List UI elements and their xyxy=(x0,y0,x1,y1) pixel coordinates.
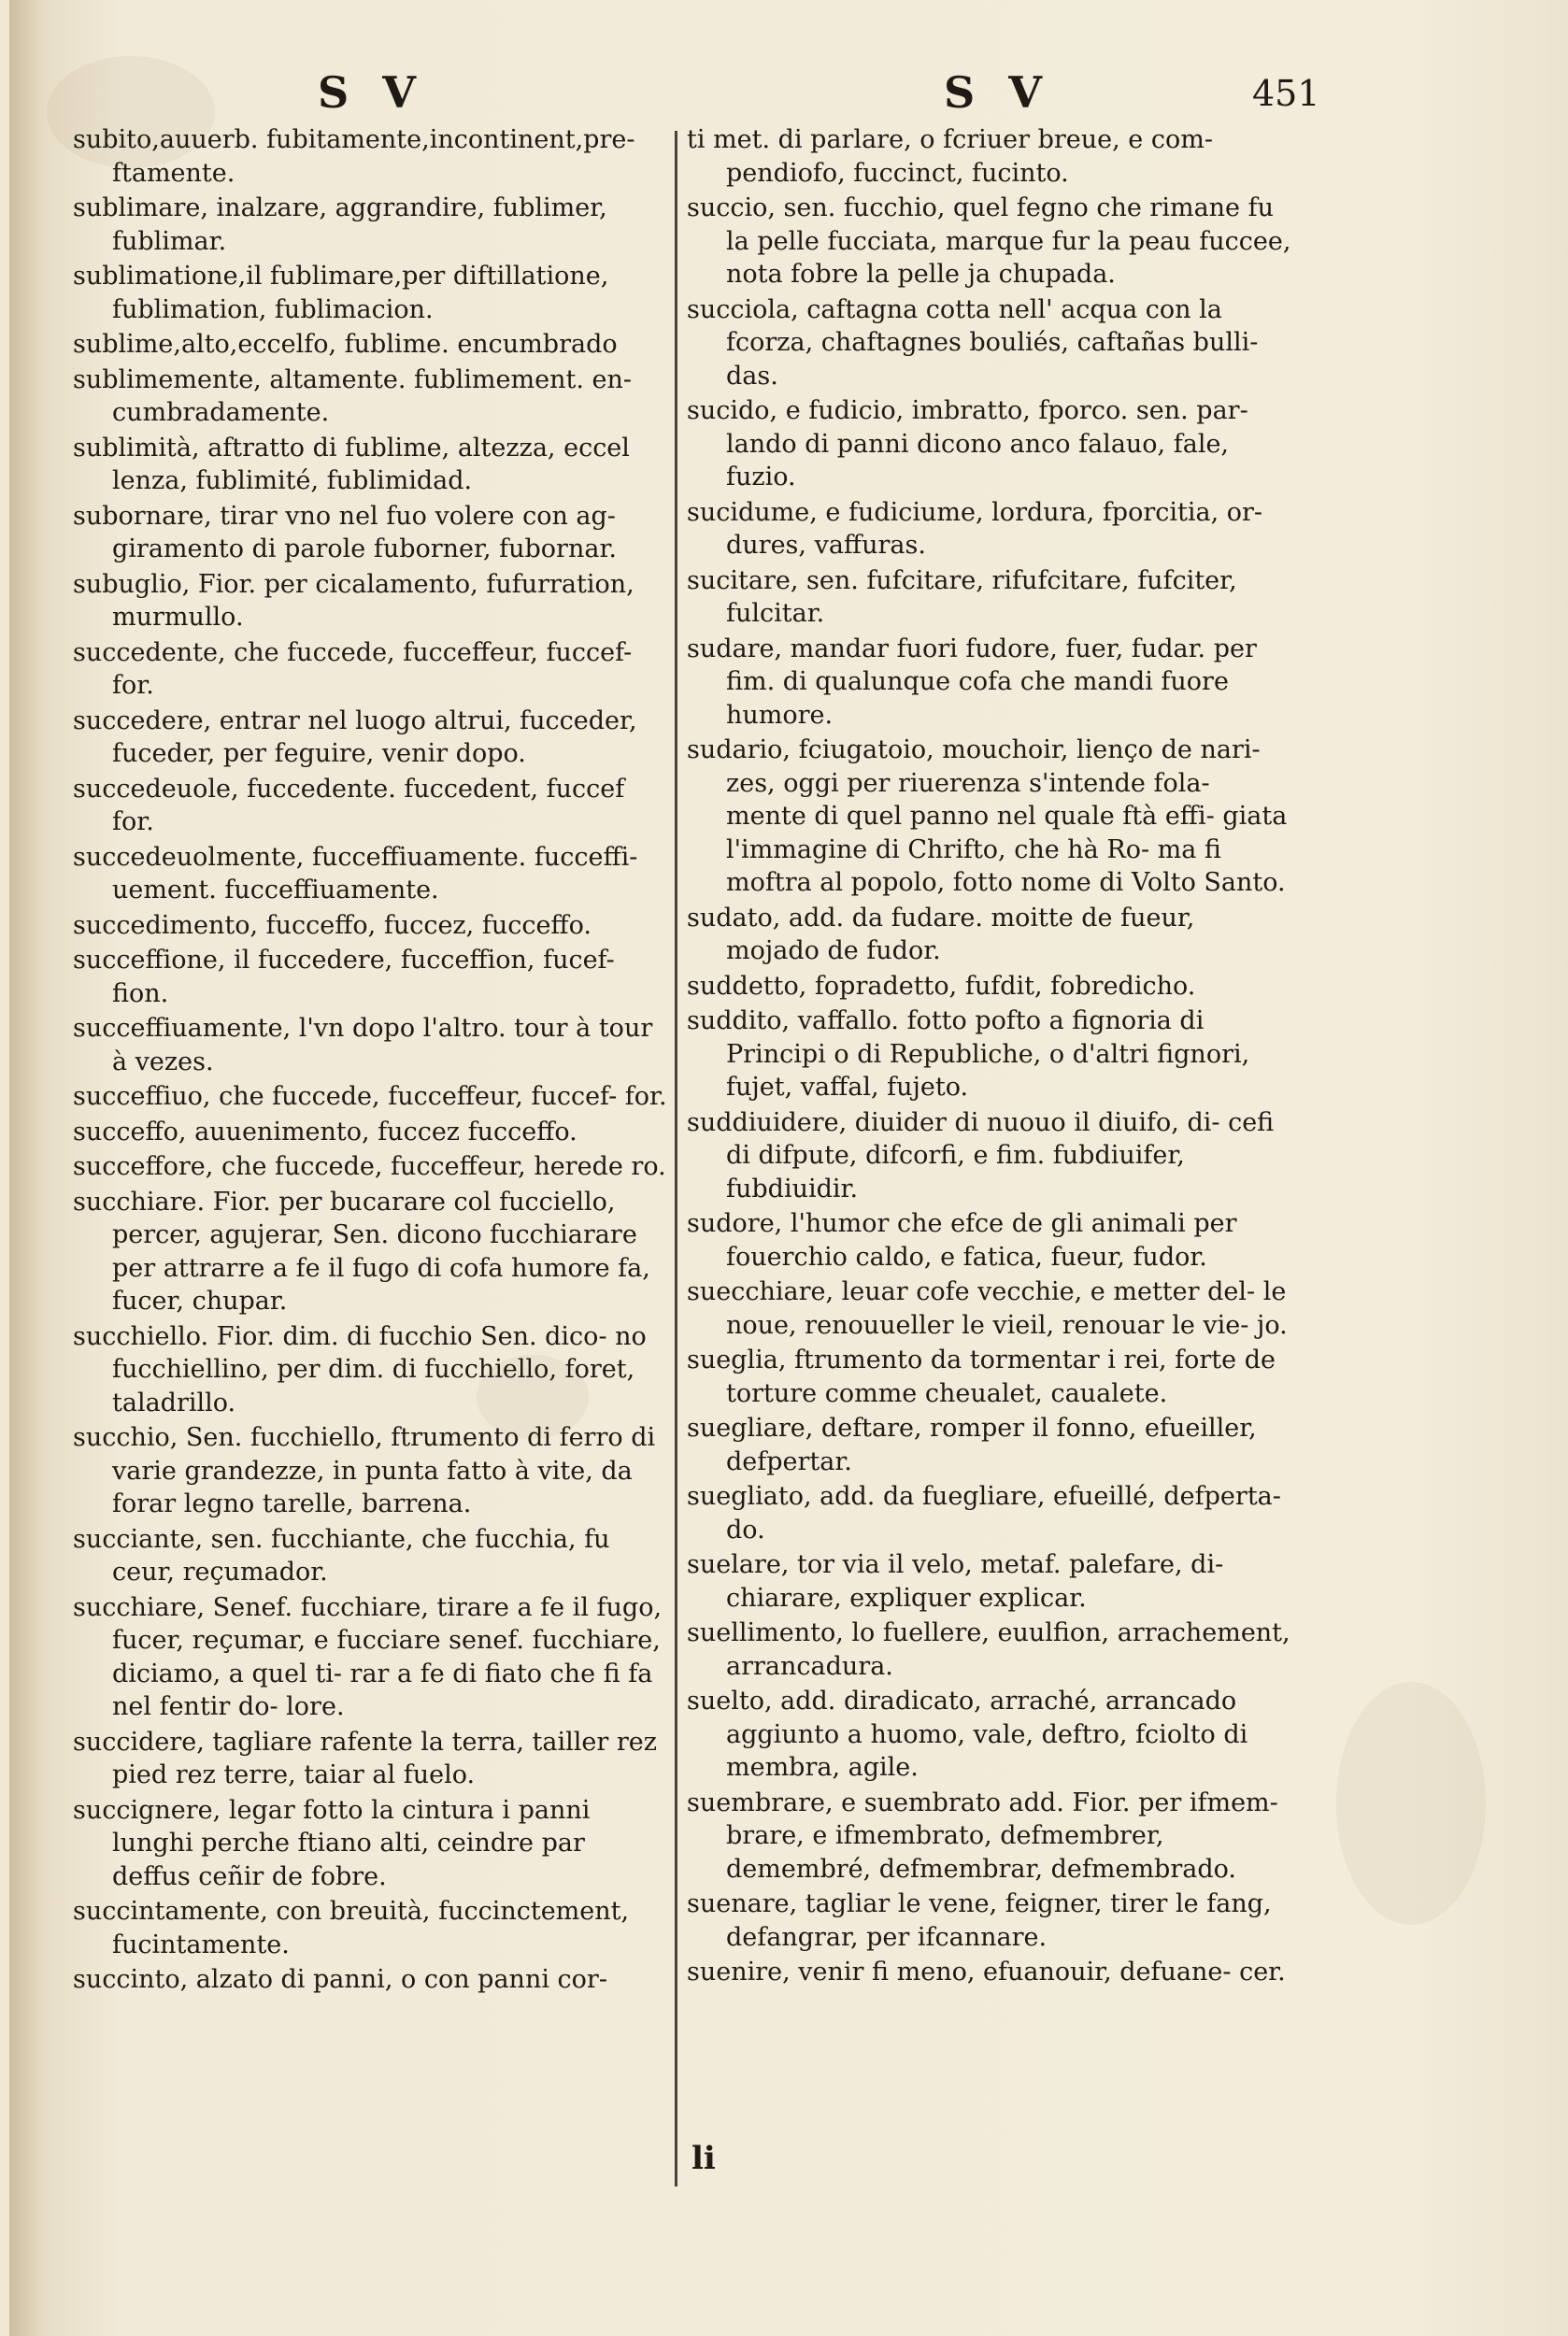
dictionary-entry: subuglio, Fior. per cicalamento, fufurration, murmullo. xyxy=(73,569,634,632)
dictionary-entry: succedeuole, fuccedente. fuccedent, fuccef for. xyxy=(73,774,625,836)
dictionary-entry: succedeuolmente, fucceffiuamente. fucceffi- uement. fucceffiuamente. xyxy=(73,842,638,904)
dictionary-entry: sudare, mandar fuori fudore, fuer, fudar. per fim. di qualunque cofa che mandi fuore humore. xyxy=(687,634,1257,730)
dictionary-entry: suembrare, e suembrato add. Fior. per ifmem- brare, e ifmembrato, defmembrer, demembré, defmembrar, defmembrado. xyxy=(687,1788,1278,1884)
dictionary-entry: suelare, tor via il velo, metaf. palefare, di- chiarare, expliquer explicar. xyxy=(687,1550,1224,1613)
book-page xyxy=(9,0,1568,2336)
dictionary-entry: succedere, entrar nel luogo altrui, fucceder, fuceder, per feguire, venir dopo. xyxy=(73,705,637,768)
dictionary-entry: sudore, l'humor che efce de gli animali per fouerchio caldo, e fatica, fueur, fudor. xyxy=(687,1209,1237,1272)
dictionary-entry: sucitare, sen. fufcitare, rifufcitare, fufciter, fulcitar. xyxy=(687,565,1237,628)
dictionary-entry: succhiello. Fior. dim. di fucchio Sen. dico- no fucchiellino, per dim. di fucchiello, foret, taladrillo. xyxy=(73,1321,647,1417)
dictionary-entry: suddetto, fopradetto, fufdit, fobredicho. xyxy=(687,971,1196,1001)
dictionary-entry: subito,auuerb. fubitamente,incontinent,pre- ftamente. xyxy=(73,125,635,188)
dictionary-entry: suelto, add. diradicato, arraché, arrancado aggiunto a huomo, vale, deftro, fciolto di membra, agile. xyxy=(687,1687,1248,1782)
dictionary-entry: suegliа, ftrumento da tormentar i rei, forte de torture comme cheualet, caualete. xyxy=(687,1346,1276,1408)
dictionary-entry: succhiare, Senef. fucchiare, tirare a fe il fugo, fucer, reçumar, e fucciare senef. fucchiare, diciamo, a quel ti- rar a fe di fiato che fi fa nel fentir do- lore. xyxy=(73,1592,663,1721)
dictionary-entry: ti met. di parlare, o fcriuer breue, e com- pendiofo, fuccinct, fucinto. xyxy=(687,125,1213,188)
dictionary-entry: sublime,alto,eccelfo, fublime. encumbrado xyxy=(73,330,618,359)
page-number: 451 xyxy=(1252,73,1320,114)
right-running-head: S V xyxy=(944,67,1051,118)
dictionary-entry: succeffiuo, che fuccede, fucceffeur, fuccef- for. xyxy=(73,1082,667,1111)
dictionary-entry: succhiare. Fior. per bucarare col fucciello, percer, agujerar, Sen. dicono fucchiarare per attrarre a fe il fugo di cofa humore fa, fucer, chupar. xyxy=(73,1187,650,1316)
dictionary-entry: succignere, legar fotto la cintura i panni lunghi perche ftiano alti, ceindre par deffus ceñir de fobre. xyxy=(73,1795,591,1891)
dictionary-entry: suddito, vaffallo. fotto pofto a fignoria di Principi o di Republiche, o d'altri fignori, fujet, vaffal, fujeto. xyxy=(687,1006,1250,1102)
dictionary-entry: succedente, che fuccede, fucceffeur, fuccef- for. xyxy=(73,637,633,700)
left-running-head: S V xyxy=(318,67,425,118)
dictionary-entry: sudario, fciugatoio, mouchoir, lienço de nari- zes, oggi per riuerenza s'intende fola- mente di quel panno nel quale ftà effi- giata l'immagine di Chrifto, che hà Ro- ma fi moftra al popolo, fotto nome di Volto Santo. xyxy=(687,735,1288,897)
dictionary-entry: succeffo, auuenimento, fuccez fucceffo. xyxy=(73,1117,577,1147)
dictionary-entry: suenire, venir fi meno, efuanouir, defuane- cer. xyxy=(687,1958,1286,1987)
dictionary-entry: succedimento, fucceffo, fuccez, fucceffo. xyxy=(73,910,592,940)
dictionary-entry: succintamente, con breuità, fuccinctement, fucintamente. xyxy=(73,1897,630,1959)
dictionary-entry: succidere, tagliare rafente la terra, tailler rez pied rez terre, taiar al fuelo. xyxy=(73,1727,657,1789)
dictionary-entry: succeffiuamente, l'vn dopo l'altro. tour à tour à vezes. xyxy=(73,1014,653,1076)
dictionary-entry: succhio, Sen. fucchiello, ftrumento di ferro di varie grandezze, in punta fatto à vite, da forar legno tarelle, barrena. xyxy=(73,1423,656,1518)
column-divider xyxy=(675,131,677,2186)
dictionary-entry: suddiuidere, diuider di nuouo il diuifo, di- cefi di difpute, difcorfi, e fim. fubdiuifer, fubdiuidir. xyxy=(687,1107,1275,1204)
dictionary-entry: subornare, tirar vno nel fuo volere con ag- giramento di parole fuborner, fubornar. xyxy=(73,501,617,563)
dictionary-entry: succiola, caftagna cotta nell' acqua con la fcorza, chaftagnes bouliés, caftañas bulli- das. xyxy=(687,294,1259,391)
dictionary-entry: succiante, sen. fucchiante, che fucchia, fu ceur, reçumador. xyxy=(73,1524,610,1587)
left-column xyxy=(73,123,671,1999)
dictionary-entry: sublimare, inalzare, aggrandire, fublimer, fublimar. xyxy=(73,193,607,256)
dictionary-entry: succeffore, che fuccede, fucceffeur, herede ro. xyxy=(73,1152,666,1181)
dictionary-entry: succeffione, il fuccedere, fucceffion, fucef- fion. xyxy=(73,946,615,1008)
dictionary-entry: suecchiare, leuar cofe vecchie, e metter del- le noue, renouueller le vieil, renouar le vie- jo. xyxy=(687,1277,1288,1340)
dictionary-entry: sublimatione,il fublimare,per diftillatione, fublimation, fublimacion. xyxy=(73,262,609,324)
dictionary-entry: sucido, e fudicio, imbratto, fporco. sen. par- lando di panni dicono anco falauo, fale, fuzio. xyxy=(687,396,1248,491)
catchword: li xyxy=(691,2140,716,2177)
dictionary-entry: sublimemente, altamente. fublimement. en- cumbradamente. xyxy=(73,364,632,427)
dictionary-entry: suegliato, add. da fuegliare, efueillé, defperta- do. xyxy=(687,1482,1281,1545)
dictionary-entry: sudato, add. da fudare. moitte de fueur, mojado de fudor. xyxy=(687,903,1195,965)
right-column xyxy=(687,123,1294,1991)
dictionary-entry: succio, sen. fucchio, quel fegno che rimane fu la pelle fucciata, marque fur la peau fuccee, nota fobre la pelle ja chupada. xyxy=(687,193,1291,289)
dictionary-entry: sucidume, e fudiciume, lordura, fporcitia, or- dures, vaffuras. xyxy=(687,497,1263,560)
dictionary-entry: suellimento, lo fuellere, euulfion, arrachement, arrancadura. xyxy=(687,1618,1290,1681)
dictionary-entry: suenare, tagliar le vene, feigner, tirer le fang, defangrar, per ifcannare. xyxy=(687,1889,1272,1952)
dictionary-entry: succinto, alzato di panni, o con panni cor- xyxy=(73,1965,607,1994)
dictionary-entry: suegliare, deftare, romper il fonno, efueiller, defpertar. xyxy=(687,1414,1257,1476)
dictionary-entry: sublimità, aftratto di fublime, altezza, eccel lenza, fublimité, fublimidad. xyxy=(73,433,630,495)
